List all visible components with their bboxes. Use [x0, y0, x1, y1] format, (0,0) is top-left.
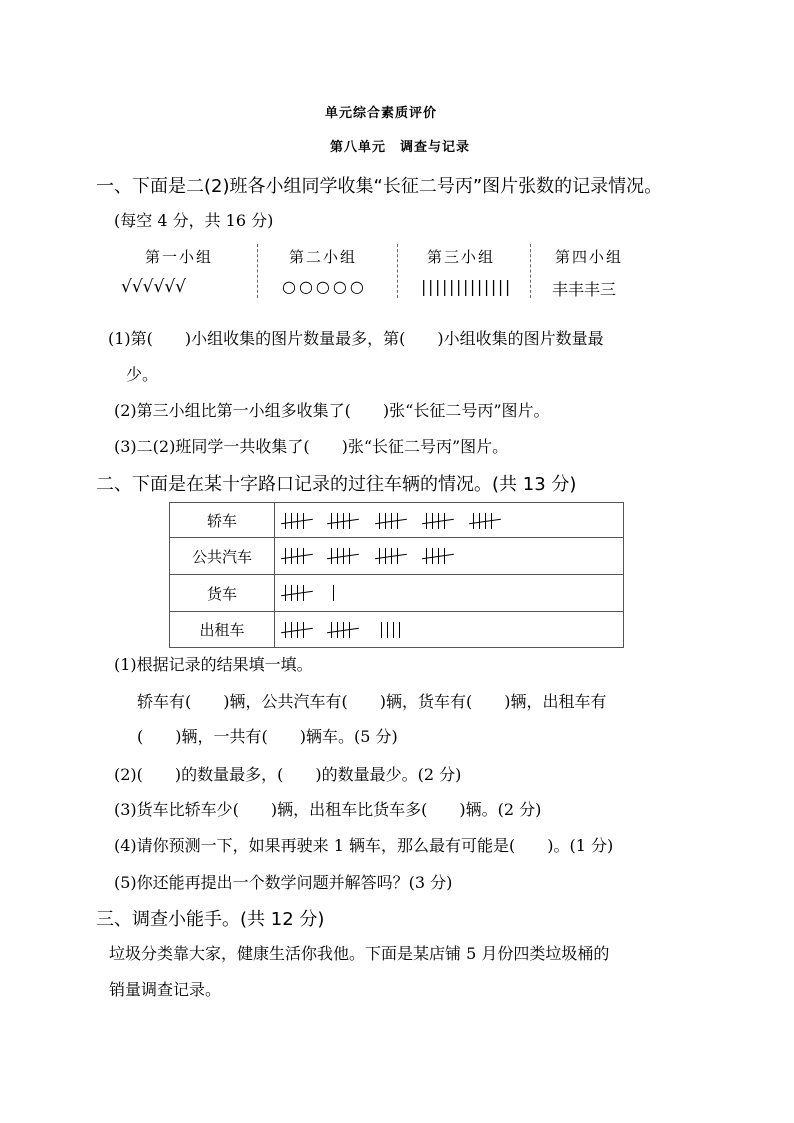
group-1-marks: √√√√√√ [121, 277, 186, 297]
tally-cell [275, 538, 624, 575]
group-3-label: 第三小组 [427, 248, 496, 266]
question-2-part-1-line-2: ( )辆，一共有( )辆车。(5 分) [137, 727, 398, 746]
divider-2 [397, 244, 398, 298]
question-2-part-2: (2)( )的数量最多，( )的数量最少。(2 分) [114, 765, 462, 784]
unit-subtitle: 第八单元 调查与记录 [330, 140, 471, 155]
question-3-prompt: 三、调查小能手。(共 12 分) [96, 909, 325, 930]
group-2-marks: ○○○○○ [282, 277, 367, 296]
group-3-marks: ||||||||||||| [421, 277, 512, 296]
table-row-label: 出租车 [170, 611, 275, 647]
vehicle-tally-table [169, 502, 624, 648]
question-1-prompt: 一、下面是二(2)班各小组同学收集“长征二号丙”图片张数的记录情况。 [96, 176, 663, 197]
group-1-label: 第一小组 [145, 248, 214, 266]
group-4-label: 第四小组 [555, 248, 624, 266]
table-row-label: 公共汽车 [170, 538, 275, 575]
group-2-label: 第二小组 [289, 248, 358, 266]
question-1-part-2: (2)第三小组比第一小组多收集了( )张“长征二号丙”图片。 [114, 401, 550, 420]
table-row-label: 轿车 [170, 503, 275, 538]
question-2-part-3: (3)货车比轿车少( )辆，出租车比货车多( )辆。(2 分) [114, 800, 542, 819]
page-title: 单元综合素质评价 [325, 106, 438, 121]
question-1-score: (每空 4 分，共 16 分) [114, 211, 274, 230]
question-3-text-line-1: 垃圾分类靠大家，健康生活你我他。下面是某店铺 5 月份四类垃圾桶的 [109, 944, 610, 963]
divider-1 [257, 244, 258, 298]
question-2-part-1-line-1: 轿车有( )辆，公共汽车有( )辆，货车有( )辆，出租车有 [137, 692, 607, 711]
table-row-label: 货车 [170, 575, 275, 611]
question-3-text-line-2: 销量调查记录。 [109, 980, 222, 999]
question-2-part-4: (4)请你预测一下，如果再驶来 1 辆车，那么最有可能是( )。(1 分) [114, 836, 614, 855]
question-1-part-1-line-2: 少。 [126, 365, 159, 384]
tally-cell [275, 611, 624, 647]
question-2-part-1: (1)根据记录的结果填一填。 [114, 655, 313, 674]
tally-cell [275, 575, 624, 611]
question-2-part-5: (5)你还能再提出一个数学问题并解答吗？(3 分) [114, 873, 453, 892]
tally-cell [275, 503, 624, 538]
question-2-prompt: 二、下面是在某十字路口记录的过往车辆的情况。(共 13 分) [96, 474, 577, 495]
divider-3 [530, 244, 531, 298]
question-1-part-1-line-1: (1)第( )小组收集的图片数量最多，第( )小组收集的图片数量最 [108, 329, 604, 348]
group-4-marks: 丰丰丰三 [552, 280, 617, 299]
question-1-part-3: (3)二(2)班同学一共收集了( )张“长征二号丙”图片。 [114, 437, 509, 456]
